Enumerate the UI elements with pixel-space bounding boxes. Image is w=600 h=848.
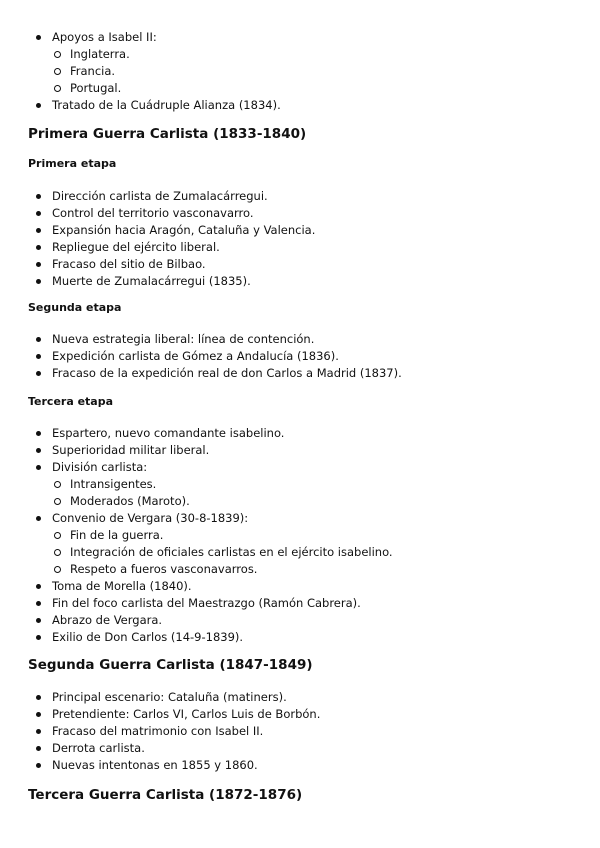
list-item: [0, 595, 600, 612]
sub-list-item-label: Respeto a fueros vasconavarros.: [70, 562, 258, 576]
list-item-label: Pretendiente: Carlos VI, Carlos Luis de Borbón.: [52, 707, 321, 721]
circle-bullet-icon: [54, 51, 61, 58]
list-item: [0, 629, 600, 646]
list-item: [0, 239, 600, 256]
intro-section: [0, 29, 600, 114]
list-item-label: Expedición carlista de Gómez a Andalucía (1836).: [52, 349, 339, 363]
segunda-etapa-section: [0, 331, 600, 382]
bullet-icon: [36, 695, 41, 700]
tercera-etapa-list: [0, 425, 600, 646]
list-item-label: Fracaso del sitio de Bilbao.: [52, 257, 206, 271]
sub-list-item-label: Intransigentes.: [70, 477, 157, 491]
list-item: [0, 365, 600, 382]
sub-list-item-label: Moderados (Maroto).: [70, 494, 190, 508]
sub-list-item: [52, 80, 600, 97]
segunda-guerra-heading-block: [0, 655, 600, 675]
segunda-guerra-section: [0, 689, 600, 774]
circle-bullet-icon: [54, 68, 61, 75]
bullet-icon: [36, 712, 41, 717]
bullet-icon: [36, 211, 41, 216]
sub-list-item: [52, 46, 600, 63]
bullet-icon: [36, 431, 41, 436]
circle-bullet-icon: [54, 549, 61, 556]
list-item-label: Espartero, nuevo comandante isabelino.: [52, 426, 285, 440]
list-item: [0, 425, 600, 442]
sub-list-item-label: Portugal.: [70, 81, 122, 95]
list-item: [0, 723, 600, 740]
bullet-icon: [36, 279, 41, 284]
list-item-label: Superioridad militar liberal.: [52, 443, 210, 457]
sub-list: [52, 46, 600, 97]
list-item: [0, 205, 600, 222]
sub-list-item: [52, 493, 600, 510]
bullet-icon: [36, 601, 41, 606]
list-item-label: Principal escenario: Cataluña (matiners).: [52, 690, 287, 704]
list-item-label: Fracaso de la expedición real de don Carlos a Madrid (1837).: [52, 366, 402, 380]
bullet-icon: [36, 618, 41, 623]
sub-list-item: [52, 544, 600, 561]
list-item-label: Exilio de Don Carlos (14-9-1839).: [52, 630, 244, 644]
bullet-icon: [36, 746, 41, 751]
list-item-label: Nueva estrategia liberal: línea de contención.: [52, 332, 315, 346]
bullet-icon: [36, 584, 41, 589]
list-item-label: Derrota carlista.: [52, 741, 145, 755]
sub-list-item: [52, 527, 600, 544]
bullet-icon: [36, 448, 41, 453]
list-item: [0, 578, 600, 595]
primera-etapa-list: [0, 188, 600, 290]
sub-list-item: [52, 561, 600, 578]
bullet-icon: [36, 228, 41, 233]
list-item-label: Muerte de Zumalacárregui (1835).: [52, 274, 251, 288]
list-item: [0, 331, 600, 348]
list-item-label: Tratado de la Cuádruple Alianza (1834).: [52, 98, 281, 112]
circle-bullet-icon: [54, 498, 61, 505]
bullet-icon: [36, 245, 41, 250]
sub-list-item: [52, 476, 600, 493]
list-item: [0, 222, 600, 239]
subsection-heading: Primera etapa: [28, 157, 117, 170]
bullet-icon: [36, 354, 41, 359]
bullet-icon: [36, 103, 41, 108]
circle-bullet-icon: [54, 532, 61, 539]
sub-list-item-label: Fin de la guerra.: [70, 528, 164, 542]
section-heading: Tercera Guerra Carlista (1872-1876): [28, 787, 303, 803]
bullet-icon: [36, 516, 41, 521]
list-item: [0, 442, 600, 459]
tercera-guerra-heading-block: [0, 785, 600, 805]
bullet-icon: [36, 262, 41, 267]
segunda-etapa-heading-block: [0, 300, 600, 316]
list-item-label: Toma de Morella (1840).: [52, 579, 192, 593]
section-heading: Primera Guerra Carlista (1833-1840): [28, 126, 307, 142]
sub-list-item-label: Inglaterra.: [70, 47, 130, 61]
list-item: [0, 740, 600, 757]
bullet-icon: [36, 729, 41, 734]
bullet-icon: [36, 371, 41, 376]
list-item: [0, 706, 600, 723]
list-item: [0, 256, 600, 273]
intro-list: [0, 29, 600, 114]
subsection-heading: Tercera etapa: [28, 395, 114, 408]
list-item-label: División carlista:: [52, 460, 148, 474]
sub-list: [52, 476, 600, 510]
list-item-label: Repliegue del ejército liberal.: [52, 240, 220, 254]
list-item-label: Fracaso del matrimonio con Isabel II.: [52, 724, 264, 738]
primera-guerra-heading-block: [0, 124, 600, 144]
list-item-label: Convenio de Vergara (30-8-1839):: [52, 511, 249, 525]
subsection-heading: Segunda etapa: [28, 301, 122, 314]
list-item: [0, 273, 600, 290]
list-item: [0, 612, 600, 629]
section-heading: Segunda Guerra Carlista (1847-1849): [28, 657, 313, 673]
list-item: [0, 689, 600, 706]
list-item: [0, 459, 600, 510]
list-item: [0, 188, 600, 205]
circle-bullet-icon: [54, 481, 61, 488]
list-item-label: Expansión hacia Aragón, Cataluña y Valencia.: [52, 223, 316, 237]
list-item-label: Dirección carlista de Zumalacárregui.: [52, 189, 268, 203]
sub-list: [52, 527, 600, 578]
list-item: [0, 348, 600, 365]
sub-list-item: [52, 63, 600, 80]
circle-bullet-icon: [54, 566, 61, 573]
bullet-icon: [36, 763, 41, 768]
bullet-icon: [36, 194, 41, 199]
list-item: [0, 510, 600, 578]
bullet-icon: [36, 35, 41, 40]
list-item-label: Apoyos a Isabel II:: [52, 30, 157, 44]
list-item: [0, 29, 600, 97]
bullet-icon: [36, 337, 41, 342]
list-item: [0, 97, 600, 114]
primera-etapa-heading-block: [0, 156, 600, 172]
tercera-etapa-section: [0, 425, 600, 646]
sub-list-item-label: Integración de oficiales carlistas en el ejército isabelino.: [70, 545, 393, 559]
segunda-etapa-list: [0, 331, 600, 382]
bullet-icon: [36, 635, 41, 640]
tercera-etapa-heading-block: [0, 394, 600, 410]
segunda-guerra-list: [0, 689, 600, 774]
list-item-label: Nuevas intentonas en 1855 y 1860.: [52, 758, 258, 772]
list-item-label: Fin del foco carlista del Maestrazgo (Ramón Cabrera).: [52, 596, 361, 610]
circle-bullet-icon: [54, 85, 61, 92]
list-item-label: Abrazo de Vergara.: [52, 613, 163, 627]
sub-list-item-label: Francia.: [70, 64, 116, 78]
list-item-label: Control del territorio vasconavarro.: [52, 206, 254, 220]
list-item: [0, 757, 600, 774]
primera-etapa-section: [0, 188, 600, 290]
bullet-icon: [36, 465, 41, 470]
